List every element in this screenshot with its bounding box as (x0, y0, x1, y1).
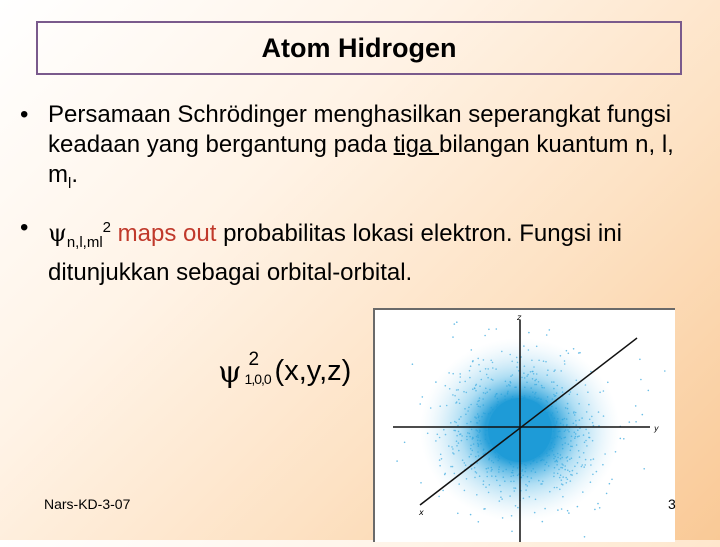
electron-dot (546, 334, 548, 336)
orbital-figure (373, 308, 675, 542)
electron-dot (573, 348, 575, 350)
psi-symbol: ψ (218, 355, 242, 390)
electron-dot (607, 382, 609, 384)
electron-dot (577, 506, 579, 508)
electron-dot (452, 336, 454, 338)
z-axis-label: z (517, 313, 522, 322)
bullet-text-part: . (71, 161, 79, 188)
electron-dot (611, 479, 613, 481)
bullet-item (20, 213, 710, 288)
electron-dot (549, 329, 551, 331)
footer-text: Nars-KD-3-07 (44, 496, 131, 512)
bullet-text-part: Persamaan Schrödinger menghasilkan seperangkat fungsi keadaan yang bergantung pada (48, 101, 672, 158)
electron-dot (568, 512, 570, 514)
bullet-text-part: probabilitas lokasi elektron. Fungsi ini ditunjukkan sebagai orbital-orbital. (48, 219, 622, 286)
electron-dot (456, 321, 458, 323)
electron-dot (442, 490, 444, 492)
highlighted-text: maps out (111, 219, 217, 247)
subscript: n,l,ml (66, 233, 103, 251)
slide-title: Atom Hidrogen (261, 32, 457, 63)
electron-dot (396, 460, 398, 462)
y-axis-label: y (654, 424, 659, 433)
bullet-dot: • (20, 213, 29, 241)
electron-dot (584, 536, 586, 538)
electron-dot (642, 414, 644, 416)
electron-dot (457, 513, 459, 515)
formula-indices (243, 349, 273, 395)
electron-dot (470, 514, 472, 516)
bullet-dot: • (20, 101, 29, 128)
electron-dot (578, 352, 580, 354)
electron-dot (496, 328, 498, 330)
title-box (36, 21, 682, 75)
subscript: l (68, 174, 72, 192)
page-number: 3 (668, 496, 676, 512)
electron-dot (606, 493, 608, 495)
bullet-list (20, 100, 710, 302)
superscript: 2 (102, 218, 112, 236)
electron-dot (640, 379, 642, 381)
electron-dot (623, 438, 625, 440)
electron-dot (629, 421, 631, 423)
electron-dot (419, 403, 421, 405)
x-axis-label: x (419, 508, 424, 517)
formula-arguments: (x,y,z) (274, 355, 352, 387)
electron-dot (664, 370, 666, 372)
electron-dot (478, 521, 480, 523)
electron-dot (412, 363, 414, 365)
electron-dot (597, 503, 599, 505)
bullet-item (20, 100, 710, 199)
subscript: 1,0,0 (244, 371, 271, 387)
electron-dot (594, 509, 596, 511)
wavefunction-formula (218, 349, 352, 395)
electron-dot (422, 396, 424, 398)
electron-dot (609, 483, 611, 485)
underlined-word: tiga (393, 131, 440, 158)
electron-dot (635, 405, 637, 407)
electron-dot (599, 507, 601, 509)
psi-symbol: ψ (48, 218, 67, 247)
electron-dot (620, 438, 622, 440)
electron-dot (648, 390, 650, 392)
electron-dot (438, 496, 440, 498)
superscript: 2 (248, 349, 260, 370)
electron-dot (404, 442, 406, 444)
electron-dot (542, 521, 544, 523)
electron-dot (643, 468, 645, 470)
electron-dot (639, 359, 641, 361)
electron-dot (420, 482, 422, 484)
bullet-text-part: bilangan kuantum n, l, m (48, 131, 674, 188)
electron-dot (484, 335, 486, 337)
electron-dot (511, 531, 513, 533)
orbital-plot (375, 310, 675, 542)
bullet-text (48, 213, 710, 288)
electron-dot (528, 332, 530, 334)
bullet-text (48, 100, 710, 199)
electron-dot (635, 421, 637, 423)
electron-dot (454, 323, 456, 325)
electron-dot (488, 329, 490, 331)
